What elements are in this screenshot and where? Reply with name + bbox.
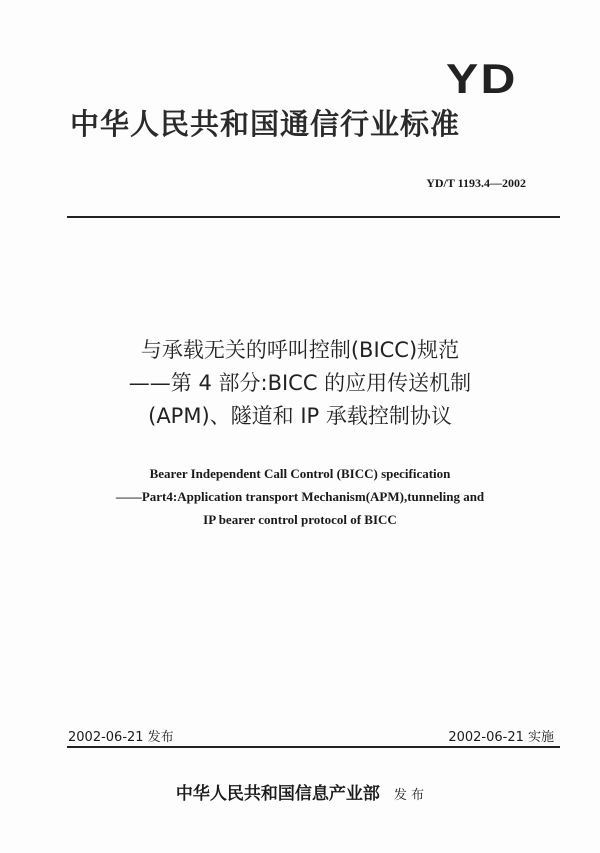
divider [67, 746, 560, 748]
title-en-line: Bearer Independent Call Control (BICC) specification [149, 466, 451, 481]
title-en-line: IP bearer control protocol of BICC [203, 512, 397, 527]
divider [67, 216, 560, 218]
title-zh-line: ——第 4 部分:BICC 的应用传送机制 [128, 371, 472, 395]
title-en-line: ——Part4:Application transport Mechanism(APM),tunneling and [115, 489, 485, 504]
title-zh-line: (APM)、隧道和 IP 承载控制协议 [148, 404, 452, 428]
title-zh [0, 334, 600, 433]
title-en [0, 462, 600, 531]
publisher [0, 779, 600, 804]
org-title: 中华人民共和国通信行业标准 [70, 107, 461, 141]
yd-logo: YD [446, 55, 518, 102]
title-zh-line: 与承载无关的呼叫控制(BICC)规范 [140, 338, 460, 362]
issue-date: 2002-06-21 发布 [68, 730, 174, 745]
publish-label: 发 布 [393, 788, 425, 803]
standard-code: YD/T 1193.4—2002 [426, 176, 526, 190]
publisher-name: 中华人民共和国信息产业部 [175, 784, 380, 804]
effective-date: 2002-06-21 实施 [448, 730, 554, 745]
